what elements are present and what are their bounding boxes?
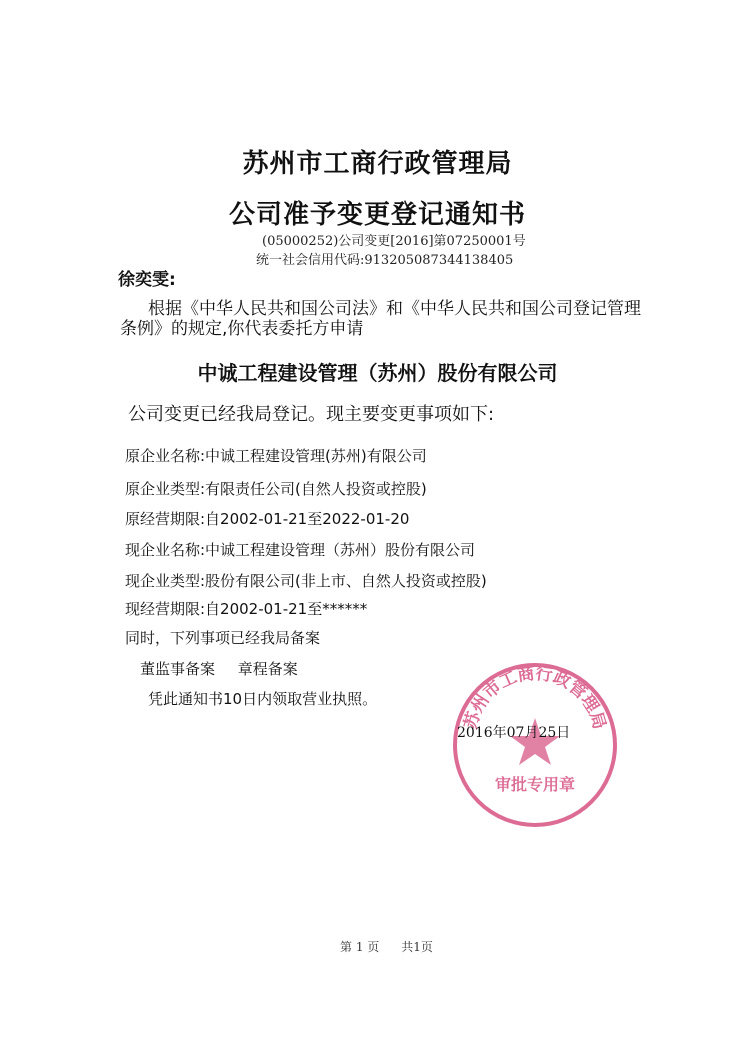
change-item-original-term: 原经营期限:自2002-01-21至2022-01-20	[125, 510, 410, 528]
registration-notice: 公司变更已经我局登记。现主要变更事项如下:	[128, 404, 495, 425]
document-title: 公司准予变更登记通知书	[228, 200, 526, 230]
official-seal	[450, 660, 620, 830]
issue-date: 2016年07月25日	[457, 725, 571, 741]
license-deadline-note: 凭此通知书10日内领取营业执照。	[148, 690, 378, 708]
intro-line-1: 根据《中华人民共和国公司法》和《中华人民共和国公司登记管理	[148, 299, 641, 319]
recipient-name: 徐奕雯:	[118, 270, 176, 290]
filings-list	[140, 658, 316, 679]
seal-bottom-text: 审批专用章	[494, 775, 576, 794]
change-item-current-type: 现企业类型:股份有限公司(非上市、自然人投资或控股)	[125, 572, 487, 590]
document-number: (05000252)公司变更[2016]第07250001号	[262, 234, 526, 249]
filing-item-articles: 章程备案	[237, 660, 298, 678]
change-item-current-term: 现经营期限:自2002-01-21至******	[125, 600, 368, 618]
change-item-current-name: 现企业名称:中诚工程建设管理（苏州）股份有限公司	[125, 541, 476, 559]
company-name: 中诚工程建设管理（苏州）股份有限公司	[197, 361, 558, 385]
change-item-original-name: 原企业名称:中诚工程建设管理(苏州)有限公司	[125, 447, 427, 465]
change-item-original-type: 原企业类型:有限责任公司(自然人投资或控股)	[125, 480, 427, 498]
seal-arc-text: 苏州市工商行政管理局	[460, 663, 610, 732]
filing-item-directors: 董监事备案	[140, 660, 216, 678]
page-footer	[340, 938, 455, 955]
credit-code: 统一社会信用代码:913205087344138405	[256, 253, 514, 268]
page-number: 第 1 页	[340, 940, 380, 954]
authority-title: 苏州市工商行政管理局	[242, 149, 513, 179]
intro-line-2: 条例》的规定,你代表委托方申请	[120, 319, 364, 339]
page-total: 共1页	[401, 940, 433, 954]
also-filed-notice: 同时，下列事项已经我局备案	[125, 629, 321, 647]
